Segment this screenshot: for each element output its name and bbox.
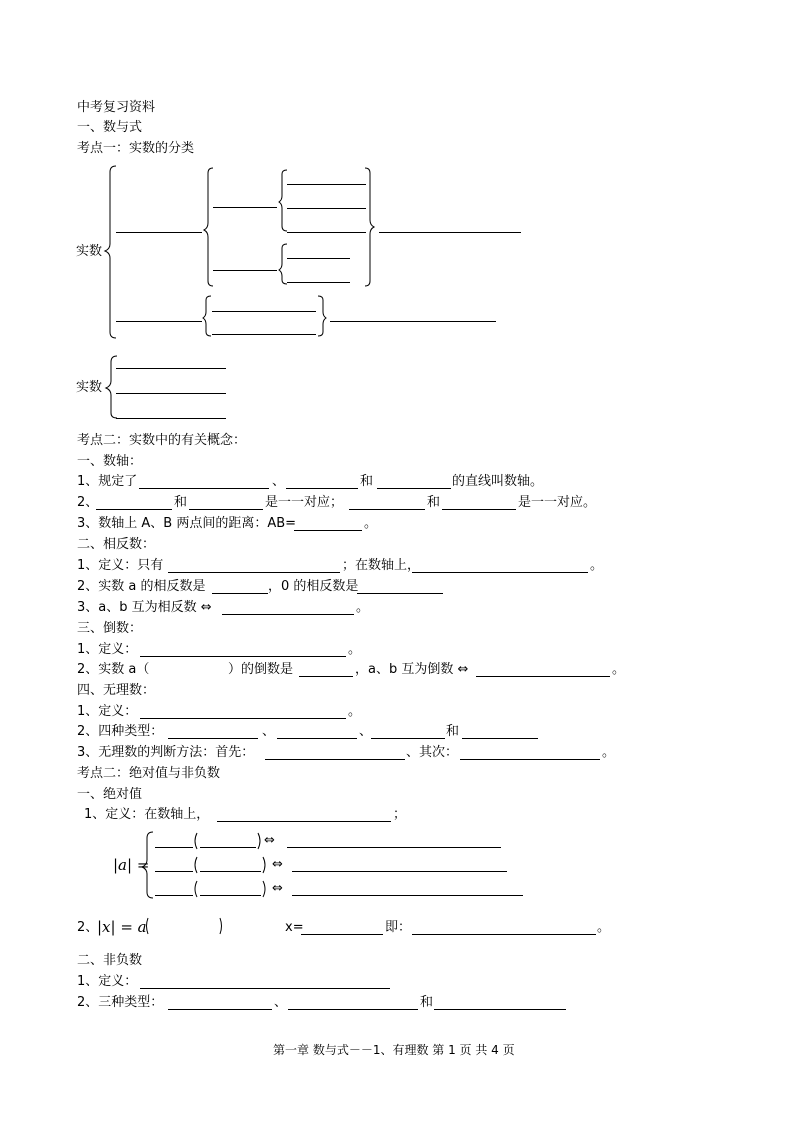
ji-label: 即： (385, 920, 412, 935)
real-number-label: 实数 (76, 244, 103, 259)
opposite-line1-middle: ；在数轴上， (342, 558, 421, 573)
numline-line2-suffix: 是一一对应。 (518, 495, 597, 510)
blank[interactable] (200, 895, 261, 896)
doc-title: 中考复习资料 (77, 100, 156, 115)
paren (220, 918, 222, 934)
blank[interactable] (200, 847, 256, 848)
conjunction: 和 (174, 495, 188, 510)
conjunction: 和 (446, 724, 460, 739)
nonneg-heading: 二、非负数 (77, 953, 143, 968)
blank[interactable] (301, 934, 383, 935)
irrational-line3-prefix: 3、无理数的判断方法：首先： (77, 745, 255, 760)
period: 。 (364, 516, 378, 531)
absval-heading: 一、绝对值 (77, 787, 143, 802)
period: 。 (597, 920, 611, 935)
x-equals: x= (285, 920, 304, 935)
irrational-line3-middle: 、其次： (406, 745, 459, 760)
reciprocal-line2-close: ）的倒数是 (228, 662, 294, 677)
opposite-line2-prefix: 2、实数 a 的相反数是 (77, 579, 206, 594)
irrational-heading: 四、无理数： (77, 683, 156, 698)
iff-symbol: ⇔ (264, 833, 275, 848)
blank[interactable] (140, 988, 390, 989)
absval-line2-prefix: 2、 (77, 920, 99, 935)
reciprocal-line1-prefix: 1、定义： (77, 642, 138, 657)
paren (195, 857, 197, 873)
numline-heading: 一、数轴： (77, 454, 143, 469)
section-heading: 一、数与式 (77, 120, 143, 135)
paren (263, 881, 265, 897)
absval-line1-prefix: 1、定义：在数轴上， (84, 807, 210, 822)
iff-symbol: ⇔ (272, 881, 283, 896)
irrational-line2-prefix: 2、四种类型： (77, 724, 164, 739)
separator: 、 (274, 995, 288, 1010)
opposite-line1-prefix: 1、定义：只有 (77, 558, 164, 573)
kaodian-3-heading: 考点二：绝对值与非负数 (77, 766, 221, 781)
period: 。 (348, 704, 362, 719)
blank[interactable] (200, 871, 261, 872)
irrational-line1-prefix: 1、定义： (77, 704, 138, 719)
reciprocal-heading: 三、倒数： (77, 621, 143, 636)
blank[interactable] (168, 1009, 272, 1010)
paren (195, 833, 197, 849)
paren (258, 833, 260, 849)
reciprocal-line2-prefix: 2、实数 a（ (77, 662, 150, 677)
abs-a-expression: |a| = (113, 856, 150, 874)
period: 。 (356, 600, 370, 615)
blank[interactable] (155, 871, 193, 872)
iff-symbol: ⇔ (272, 857, 283, 872)
blank[interactable] (155, 847, 193, 848)
numline-line2-prefix: 2、 (77, 495, 99, 510)
blank[interactable] (434, 1009, 566, 1010)
blank[interactable] (288, 1009, 418, 1010)
opposite-heading: 二、相反数： (77, 537, 156, 552)
numline-line1-suffix: 的直线叫数轴。 (452, 474, 544, 489)
numline-line1-prefix: 1、规定了 (77, 474, 138, 489)
period: 。 (612, 662, 626, 677)
opposite-line3-prefix: 3、a、b 互为相反数 ⇔ (77, 600, 212, 615)
real-number-label-2: 实数 (76, 380, 103, 395)
separator: 、 (359, 724, 373, 739)
kaodian-2-heading: 考点二：实数中的有关概念： (77, 433, 247, 448)
abs-x-expression: |x| = a (97, 918, 147, 936)
opposite-line2-middle: ，0 的相反数是 (268, 579, 359, 594)
nonneg-line2-prefix: 2、三种类型： (77, 995, 164, 1010)
numline-line3-prefix: 3、数轴上 A、B 两点间的距离：AB= (77, 516, 297, 531)
blank[interactable] (292, 871, 507, 872)
kaodian-1-heading: 考点一：实数的分类 (77, 141, 195, 156)
conjunction: 和 (427, 495, 441, 510)
blank[interactable] (412, 934, 596, 935)
reciprocal-line2-middle: ，a、b 互为倒数 ⇔ (355, 662, 469, 677)
period: 。 (590, 558, 604, 573)
separator: 、 (272, 474, 286, 489)
conjunction: 和 (360, 474, 374, 489)
blank[interactable] (287, 847, 501, 848)
paren (263, 857, 265, 873)
abs-brace (142, 832, 153, 898)
numline-line2-middle: 是一一对应； (265, 495, 344, 510)
blank[interactable] (292, 895, 523, 896)
period: 。 (348, 642, 362, 657)
paren (147, 918, 149, 934)
conjunction: 和 (420, 995, 434, 1010)
page-footer: 第一章 数与式－－1、有理数 第 1 页 共 4 页 (273, 1043, 515, 1057)
paren (195, 881, 197, 897)
blank[interactable] (155, 895, 193, 896)
separator: 、 (262, 724, 276, 739)
period: 。 (602, 745, 616, 760)
semicolon: ； (393, 807, 407, 822)
nonneg-line1-prefix: 1、定义： (77, 974, 138, 989)
